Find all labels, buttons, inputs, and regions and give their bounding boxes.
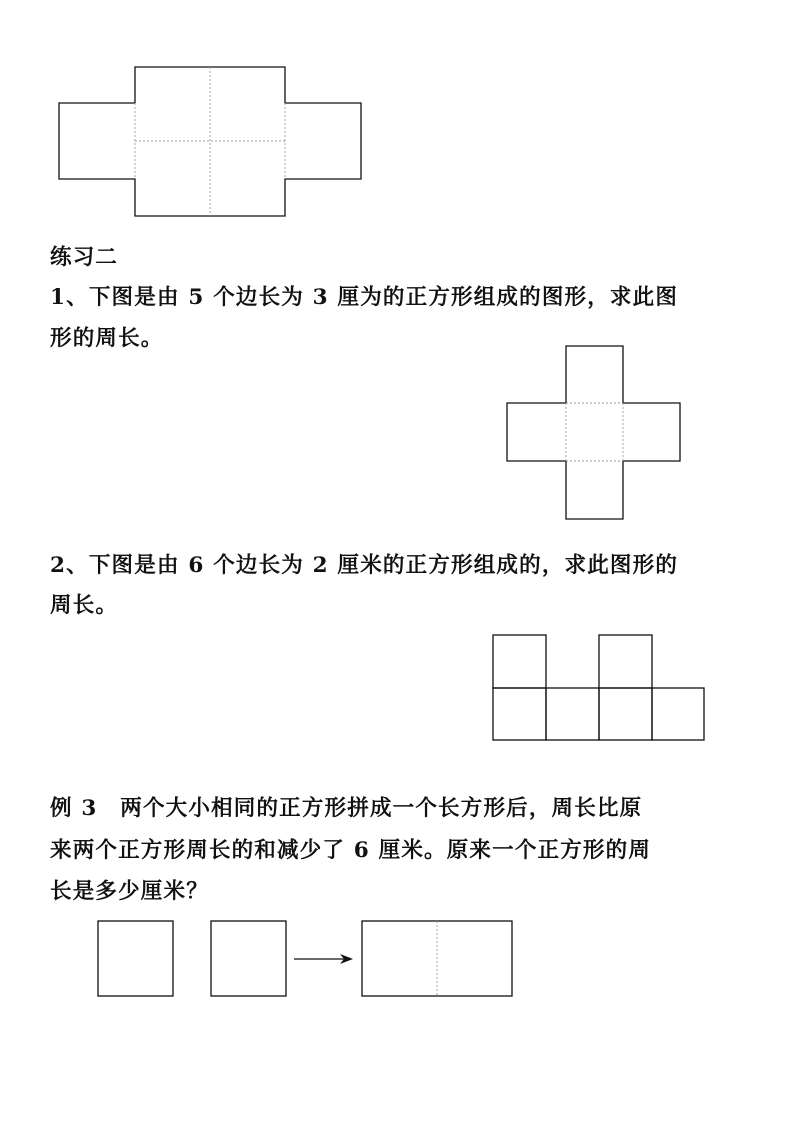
- example3-figure: [98, 921, 512, 996]
- top-cross-shape: [59, 67, 361, 216]
- example3-line3: 长是多少厘米？: [50, 879, 209, 904]
- right-arrow-icon: [294, 954, 353, 964]
- example3-line1: 例 3 两个大小相同的正方形拼成一个长方形后，周长比原: [50, 796, 643, 821]
- q2-line2: 周长。: [50, 593, 119, 618]
- combined-rectangle: [362, 921, 512, 996]
- q2-line1: 2、下图是由 6 个边长为 2 厘米的正方形组成的，求此图形的: [50, 553, 679, 578]
- q1-plus-figure: [507, 346, 680, 519]
- q1-line2: 形的周长。: [50, 326, 164, 351]
- square-right: [211, 921, 286, 996]
- square-left: [98, 921, 173, 996]
- example3-line2: 来两个正方形周长的和减少了 6 厘米。原来一个正方形的周: [50, 838, 652, 863]
- q1-line1: 1、下图是由 5 个边长为 3 厘为的正方形组成的图形，求此图: [50, 285, 679, 310]
- practice-heading: 练习二: [50, 245, 119, 270]
- q2-squares-figure: [493, 635, 704, 740]
